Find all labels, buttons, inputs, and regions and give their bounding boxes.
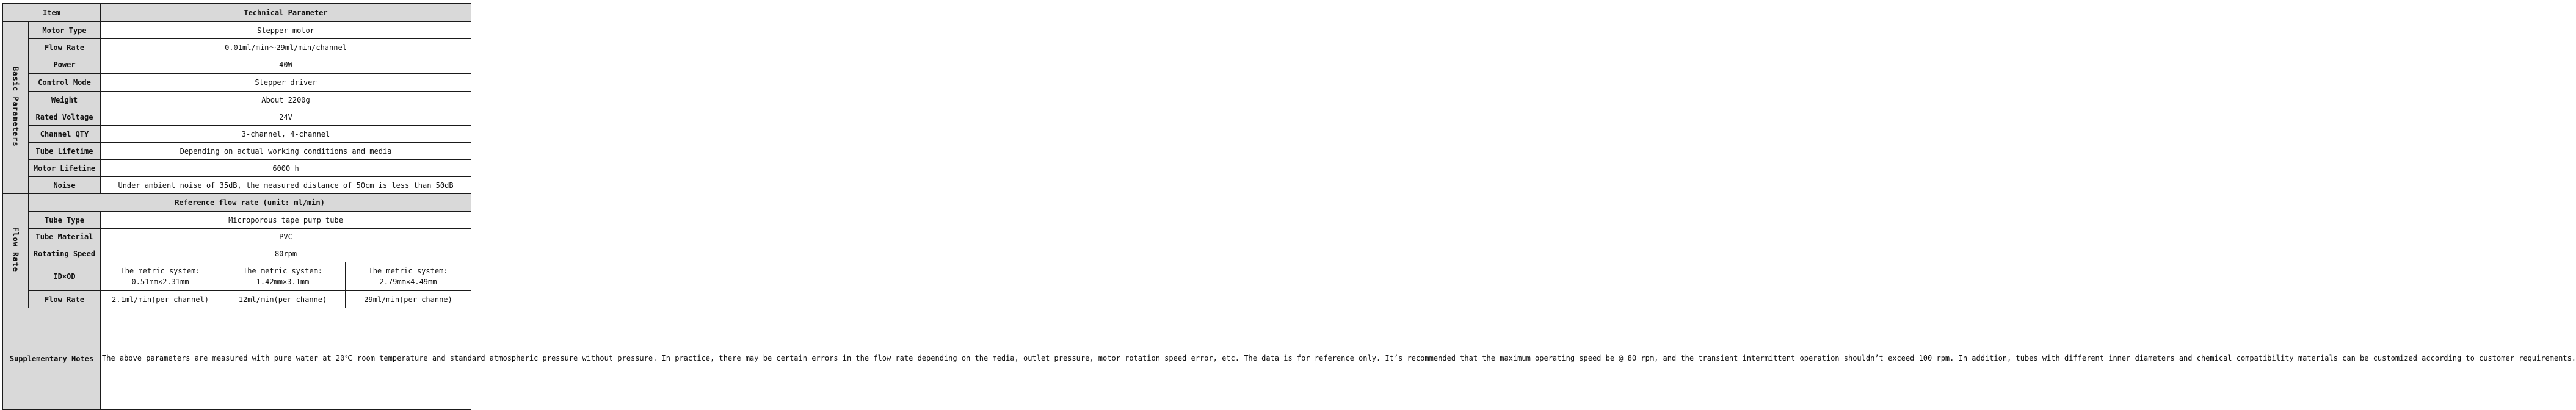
row-label: Rated Voltage <box>29 109 101 126</box>
flow-rate-group-label: Flow Rate <box>3 194 29 308</box>
flow-subheader: Reference flow rate (unit: ml/min) <box>29 194 471 212</box>
flow-rate-row <box>3 291 471 308</box>
idod-cell: The metric system: 2.79mm×4.49mm <box>346 262 471 291</box>
table-row <box>3 160 471 177</box>
row-value: Stepper motor <box>101 22 471 39</box>
row-value: Stepper driver <box>101 74 471 92</box>
idod-cell: The metric system: 0.51mm×2.31mm <box>101 262 220 291</box>
flow-rate-label: Flow Rate <box>29 291 101 308</box>
row-label: Motor Type <box>29 22 101 39</box>
spec-sheet <box>2 3 2576 403</box>
table-row <box>3 245 471 262</box>
table-row <box>3 109 471 126</box>
row-value: 3-channel, 4-channel <box>101 126 471 143</box>
flow-rate-cell: 29ml/min(per channe) <box>346 291 471 308</box>
idod-row <box>3 262 471 291</box>
row-label: Motor Lifetime <box>29 160 101 177</box>
row-value: 6000 h <box>101 160 471 177</box>
flow-rate-cell: 2.1ml/min(per channel) <box>101 291 220 308</box>
header-technical-parameter: Technical Parameter <box>101 4 471 22</box>
row-value: Under ambient noise of 35dB, the measured distance of 50cm is less than 50dB <box>101 177 471 194</box>
row-value: About 2200g <box>101 92 471 109</box>
header-row <box>3 4 471 22</box>
basic-parameters-group-label: Basic Parameters <box>3 22 29 194</box>
row-label: Flow Rate <box>29 39 101 56</box>
header-item: Item <box>3 4 101 22</box>
row-value: 24V <box>101 109 471 126</box>
row-value: 40W <box>101 56 471 74</box>
row-value: 0.01ml/min～29ml/min/channel <box>101 39 471 56</box>
idod-cell: The metric system: 1.42mm×3.1mm <box>220 262 346 291</box>
table-row <box>3 126 471 143</box>
notes-row <box>3 308 471 410</box>
tube-material-value: PVC <box>101 229 471 245</box>
notes-label: Supplementary Notes <box>3 308 101 410</box>
rotating-speed-label: Rotating Speed <box>29 245 101 262</box>
table-row <box>3 177 471 194</box>
row-label: Power <box>29 56 101 74</box>
rotating-speed-value: 80rpm <box>101 245 471 262</box>
table-row <box>3 143 471 160</box>
table-row <box>3 229 471 245</box>
row-label: Control Mode <box>29 74 101 92</box>
table-row <box>3 212 471 229</box>
tube-material-label: Tube Material <box>29 229 101 245</box>
row-label: Channel QTY <box>29 126 101 143</box>
technical-parameter-table <box>2 3 2576 410</box>
flow-subheader-row <box>3 194 471 212</box>
table-row <box>3 56 471 74</box>
notes-text: The above parameters are measured with pure water at 20℃ room temperature and standard atmospheric pressure without pressure. In practice, there may be certain errors in the flow rate depending on the media, outlet pressure, motor rotation speed error, etc. The data is for reference only. It’s recommended that the maximum operating speed be @ 80 rpm, and the transient intermittent operation shouldn’t exceed 100 rpm. In addition, tubes with different inner diameters and chemical compatibility materials can be customized according to customer requirements. <box>101 308 471 410</box>
row-label: Tube Lifetime <box>29 143 101 160</box>
flow-rate-cell: 12ml/min(per channe) <box>220 291 346 308</box>
table-row <box>3 22 471 39</box>
table-row <box>3 39 471 56</box>
row-label: Weight <box>29 92 101 109</box>
tube-type-value: Microporous tape pump tube <box>101 212 471 229</box>
row-label: Noise <box>29 177 101 194</box>
table-row <box>3 74 471 92</box>
row-value: Depending on actual working conditions and media <box>101 143 471 160</box>
idod-label: ID×OD <box>29 262 101 291</box>
table-row <box>3 92 471 109</box>
tube-type-label: Tube Type <box>29 212 101 229</box>
